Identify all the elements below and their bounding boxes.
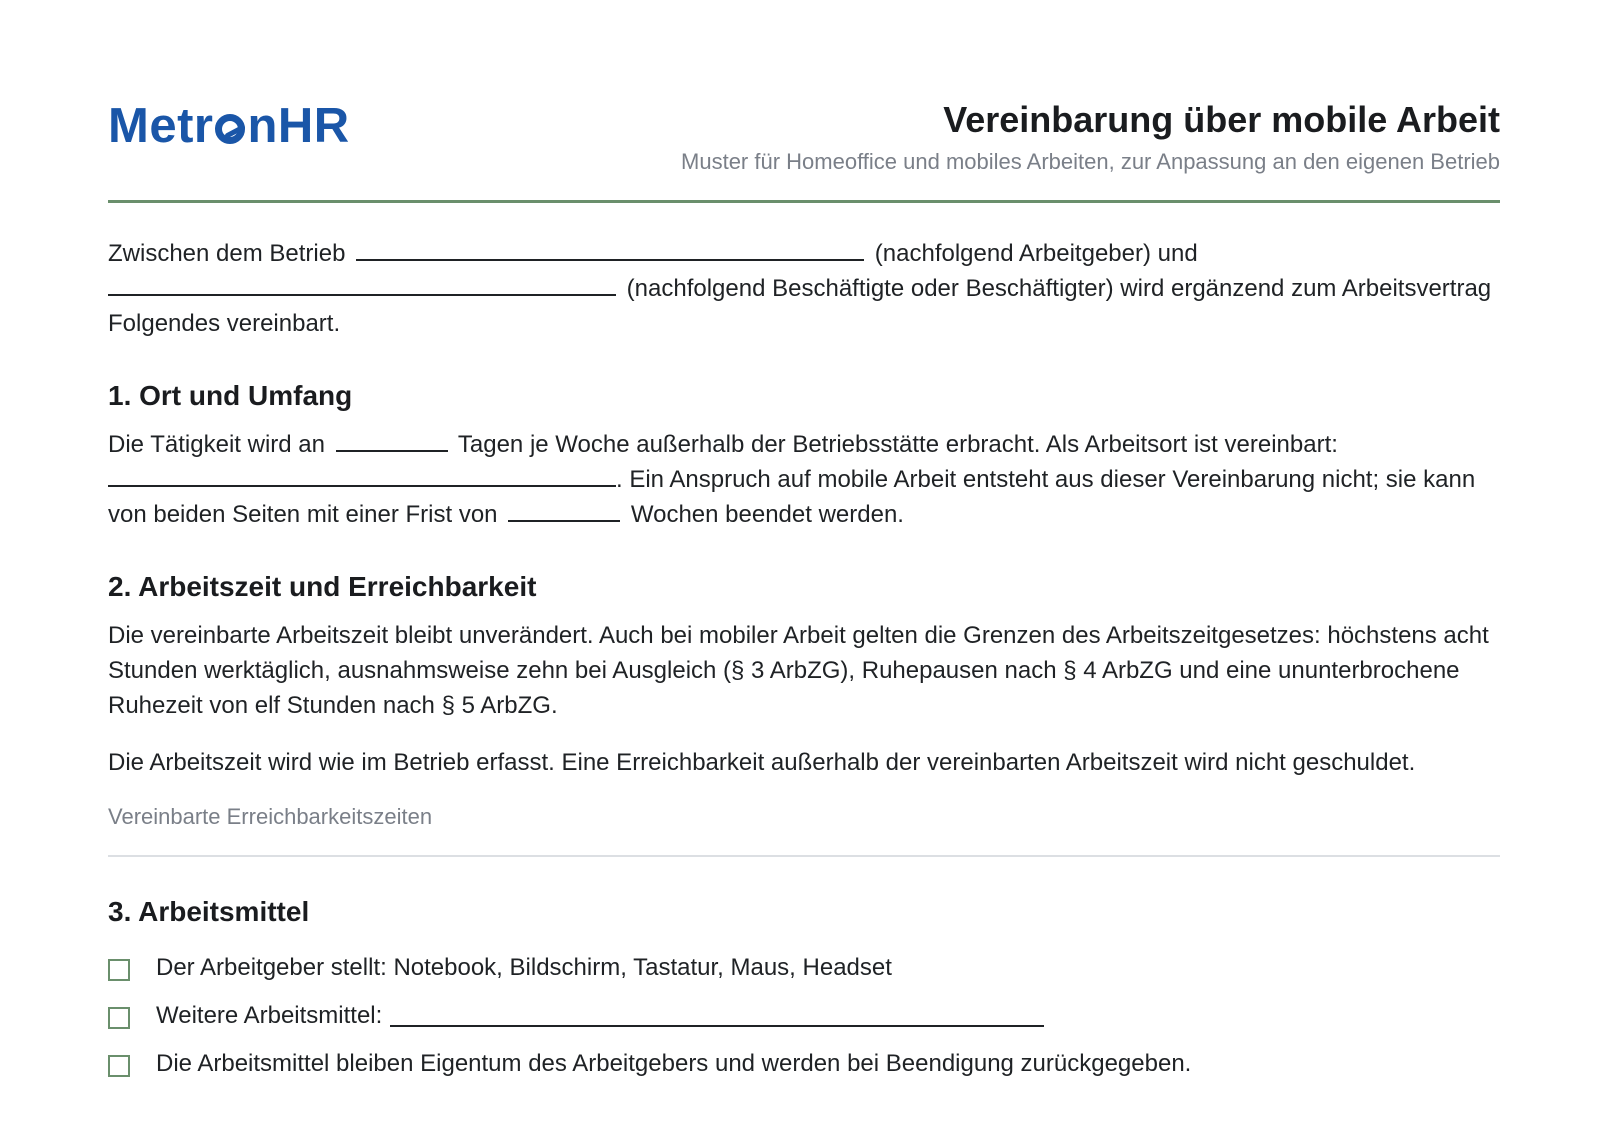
days-per-week-field[interactable] — [336, 428, 448, 452]
logo-text-left: Metr — [108, 98, 214, 153]
section-2-paragraph-2: Die Arbeitszeit wird wie im Betrieb erfasst. Eine Erreichbarkeit außerhalb der vereinbarten Arbeitszeit wird nicht geschuldet. — [108, 749, 1416, 776]
document-subtitle: Muster für Homeoffice und mobiles Arbeiten, zur Anpassung an den eigenen Betrieb — [681, 149, 1500, 174]
s1-text-2: Tagen je Woche außerhalb der Betriebsstätte erbracht. Als Arbeitsort ist vereinbart: — [457, 431, 1338, 458]
checklist-item — [108, 991, 1500, 1039]
section-2-paragraph-1: Die vereinbarte Arbeitszeit bleibt unverändert. Auch bei mobiler Arbeit gelten die Grenzen des Arbeitszeitgesetzes: höchstens acht Stunden werktäglich, ausnahmsweise zehn bei Ausgleich (§ 3 ArbZG), Ruhepausen nach § 4 ArbZG und eine ununterbrochene Ruhezeit von elf Stunden nach § 5 ArbZG. — [108, 622, 1489, 719]
header-divider — [108, 200, 1500, 203]
checklist-item-label: Weitere Arbeitsmittel: — [156, 1001, 383, 1029]
intro-text-3: (nachfolgend Beschäftigte oder Beschäftigter) wird ergänzend zum Arbeitsvertrag Folgendes vereinbart. — [108, 275, 1492, 337]
document-title: Vereinbarung über mobile Arbeit — [943, 99, 1500, 140]
document-header — [108, 96, 1500, 176]
work-location-field[interactable] — [108, 463, 616, 487]
title-block — [681, 100, 1500, 176]
section-2-heading: 2. Arbeitszeit und Erreichbarkeit — [108, 571, 537, 602]
intro-text-1: Zwischen dem Betrieb — [108, 240, 346, 267]
checkbox[interactable] — [108, 959, 130, 981]
checkbox[interactable] — [108, 1055, 130, 1077]
intro-text-2: (nachfolgend Arbeitgeber) und — [874, 240, 1198, 267]
notice-weeks-field[interactable] — [508, 498, 620, 522]
checklist-item-label: Die Arbeitsmittel bleiben Eigentum des Arbeitgebers und werden bei Beendigung zurückgegeben. — [156, 1049, 1192, 1077]
section-1-paragraph — [108, 427, 1500, 532]
checklist-item-label: Der Arbeitgeber stellt: Notebook, Bildschirm, Tastatur, Maus, Headset — [156, 953, 892, 981]
document-body — [108, 236, 1500, 1087]
further-equipment-field[interactable] — [390, 1003, 1044, 1027]
section-3-heading: 3. Arbeitsmittel — [108, 896, 310, 927]
s1-text-1: Die Tätigkeit wird an — [108, 431, 325, 458]
logo-o-mark-icon — [215, 114, 245, 144]
employee-name-field[interactable] — [108, 272, 616, 296]
section-1-heading: 1. Ort und Umfang — [108, 380, 353, 411]
s1-text-3: . Ein Anspruch auf mobile Arbeit entsteht aus dieser Vereinbarung nicht; sie kann von beiden Seiten mit einer Frist von — [108, 466, 1476, 528]
intro-paragraph — [108, 236, 1500, 341]
checklist-item — [108, 943, 1500, 991]
checklist-item — [108, 1039, 1500, 1087]
availability-field[interactable] — [108, 855, 1500, 857]
logo-text-right: nHR — [247, 98, 350, 153]
s1-text-4: Wochen beendet werden. — [630, 501, 904, 528]
checkbox[interactable] — [108, 1007, 130, 1029]
availability-field-label: Vereinbarte Erreichbarkeitszeiten — [108, 804, 433, 829]
employer-name-field[interactable] — [356, 237, 864, 261]
metronhr-logo — [108, 98, 350, 153]
